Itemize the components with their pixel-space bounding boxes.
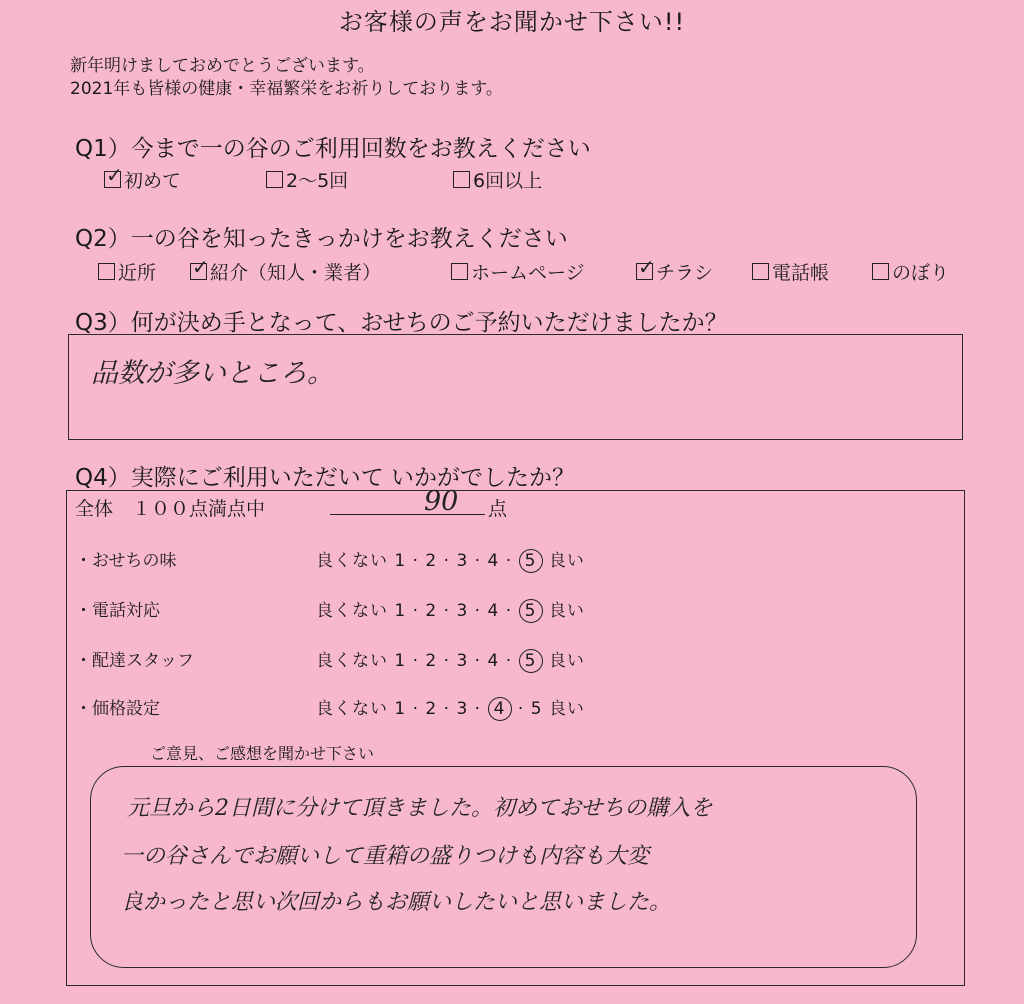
scale-low-label: 良くない bbox=[316, 651, 388, 671]
comment-line-3: 良かったと思い次回からもお願いしたいと思いました。 bbox=[121, 890, 672, 915]
scale-high-label: 良い bbox=[548, 551, 585, 571]
checkbox-checked-icon[interactable] bbox=[636, 263, 653, 280]
rating-label-price: ・価格設定 bbox=[75, 699, 160, 719]
option-label: 初めて bbox=[124, 170, 182, 192]
option-label: 2～5回 bbox=[286, 170, 349, 192]
q2-option-referral[interactable] bbox=[190, 258, 381, 285]
q4-heading: Q4）実際にご利用いただいて いかがでしたか？ bbox=[75, 465, 576, 491]
scale-low-label: 良くない bbox=[316, 551, 388, 571]
q2-option-neighborhood[interactable] bbox=[98, 258, 156, 285]
selected-circle-icon[interactable]: 5 bbox=[519, 649, 543, 673]
option-label: 6回以上 bbox=[473, 170, 543, 192]
q2-option-phonebook[interactable] bbox=[752, 258, 829, 285]
selected-circle-icon[interactable]: 5 bbox=[519, 599, 543, 623]
selected-circle-icon[interactable]: 5 bbox=[519, 549, 543, 573]
rating-scale-taste[interactable]: 良くない 1 · 2 · 3 · 4 · 5 良い bbox=[316, 551, 585, 571]
scale-low-label: 良くない bbox=[316, 699, 388, 719]
comments-box[interactable] bbox=[90, 766, 917, 968]
option-label: 近所 bbox=[118, 262, 157, 284]
checkbox-icon[interactable] bbox=[98, 263, 115, 280]
page-title: お客様の声をお聞かせ下さい!! bbox=[338, 8, 686, 36]
q1-option-first[interactable] bbox=[104, 166, 181, 193]
q2-option-flyer[interactable] bbox=[636, 258, 713, 285]
checkbox-checked-icon[interactable] bbox=[104, 171, 121, 188]
q3-heading: Q3）何が決め手となって、おせちのご予約いただけましたか？ bbox=[75, 310, 728, 336]
option-label: 紹介（知人・業者） bbox=[210, 262, 382, 284]
q2-option-banner[interactable] bbox=[872, 258, 949, 285]
q1-option-6plus[interactable] bbox=[453, 166, 542, 193]
q2-option-homepage[interactable] bbox=[451, 258, 585, 285]
scale-high-label: 良い bbox=[548, 699, 585, 719]
q3-answer-box[interactable] bbox=[68, 334, 963, 440]
q1-heading: Q1）今まで一の谷のご利用回数をお教えください bbox=[75, 136, 591, 162]
scale-high-label: 良い bbox=[548, 651, 585, 671]
option-label: チラシ bbox=[656, 262, 714, 284]
overall-label: 全体 １００点満点中 bbox=[75, 498, 266, 520]
rating-label-delivery: ・配達スタッフ bbox=[75, 651, 194, 671]
rating-scale-price[interactable]: 良くない 1 · 2 · 3 · 4 · 5 良い bbox=[316, 699, 585, 719]
comment-line-1: 元旦から2日間に分けて頂きました。初めておせちの購入を bbox=[127, 796, 713, 821]
q1-option-2-5[interactable] bbox=[266, 166, 348, 193]
q2-heading: Q2）一の谷を知ったきっかけをお教えください bbox=[75, 226, 568, 252]
checkbox-checked-icon[interactable] bbox=[190, 263, 207, 280]
score-underline bbox=[330, 514, 485, 515]
checkbox-icon[interactable] bbox=[451, 263, 468, 280]
option-label: 電話帳 bbox=[772, 262, 830, 284]
overall-score[interactable]: 90 bbox=[424, 486, 459, 517]
scale-low-label: 良くない bbox=[316, 601, 388, 621]
rating-scale-phone[interactable]: 良くない 1 · 2 · 3 · 4 · 5 良い bbox=[316, 601, 585, 621]
q3-answer: 品数が多いところ。 bbox=[91, 358, 334, 389]
rating-scale-delivery[interactable]: 良くない 1 · 2 · 3 · 4 · 5 良い bbox=[316, 651, 585, 671]
rating-label-phone: ・電話対応 bbox=[75, 601, 160, 621]
comment-line-2: 一の谷さんでお願いして重箱の盛りつけも内容も大変 bbox=[121, 844, 650, 869]
greeting-line-1: 新年明けましておめでとうございます。 bbox=[70, 56, 375, 76]
checkbox-icon[interactable] bbox=[872, 263, 889, 280]
scale-high-label: 良い bbox=[548, 601, 585, 621]
comments-label: ご意見、ご感想を聞かせ下さい bbox=[150, 744, 375, 763]
checkbox-icon[interactable] bbox=[266, 171, 283, 188]
rating-label-taste: ・おせちの味 bbox=[75, 551, 177, 571]
selected-circle-icon[interactable]: 4 bbox=[488, 697, 512, 721]
points-unit: 点 bbox=[488, 498, 508, 520]
checkbox-icon[interactable] bbox=[752, 263, 769, 280]
option-label: ホームページ bbox=[471, 262, 585, 284]
greeting-line-2: 2021年も皆様の健康・幸福繁栄をお祈りしております。 bbox=[70, 79, 503, 99]
option-label: のぼり bbox=[892, 262, 950, 284]
checkbox-icon[interactable] bbox=[453, 171, 470, 188]
